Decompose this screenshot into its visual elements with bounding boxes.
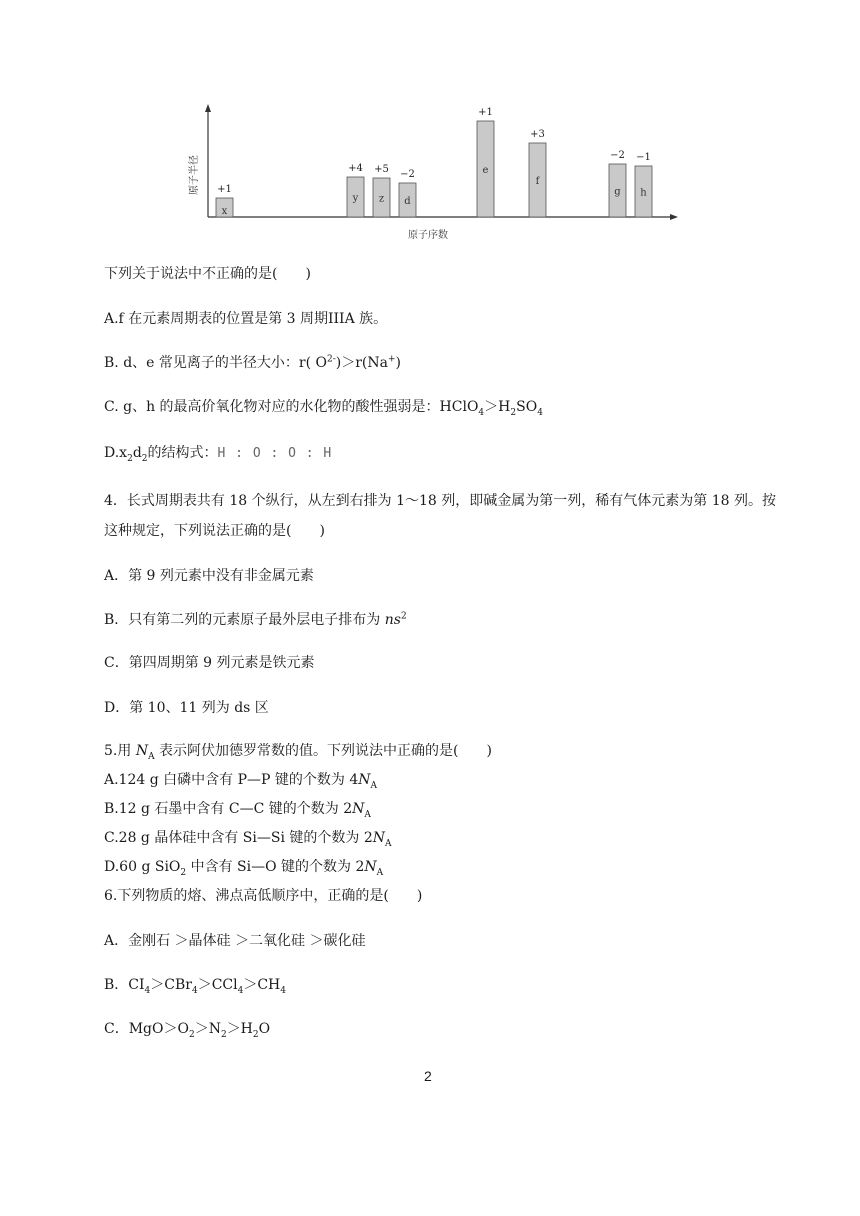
bar-label-h: h	[640, 187, 647, 199]
y-axis-arrow	[205, 104, 211, 112]
q5-option-c: C.28 g 晶体硅中含有 Si—Si 键的个数为 $2N_A$	[104, 830, 392, 849]
bar-group	[216, 107, 652, 217]
bar-label-e: e	[482, 165, 489, 176]
chart-axes	[205, 104, 678, 220]
bar-label-y: y	[352, 193, 359, 204]
bar-charge-g: −2	[610, 150, 625, 161]
bar-charge-e: +1	[478, 107, 493, 118]
q4-option-d: D．第 10、11 列为 ds 区	[104, 700, 269, 716]
page-number: 2	[424, 1068, 432, 1084]
q4-option-a: A．第 9 列元素中没有非金属元素	[104, 568, 314, 584]
bar-label-d: d	[404, 196, 411, 207]
bar-label-f: f	[535, 176, 540, 187]
x-axis-arrow	[670, 214, 678, 220]
q6-option-a: A．金刚石 ＞晶体硅 ＞二氧化硅 ＞碳化硅	[104, 933, 366, 949]
q3-option-a: A.f 在元素周期表的位置是第 3 周期IIIA 族。	[104, 311, 388, 327]
bar-charge-f: +3	[530, 129, 545, 140]
q3-option-b: B. d、e 常见离子的半径大小：r( $O^{2-})>r(Na^+)$	[104, 354, 401, 371]
atomic-radius-chart	[0, 0, 860, 250]
y-axis-label: 原子半径	[189, 155, 200, 195]
bar-label-g: g	[614, 186, 621, 198]
x-axis-label: 原子序数	[408, 230, 448, 241]
q6-stem: 6.下列物质的熔、沸点高低顺序中，正确的是( )	[104, 888, 423, 904]
q6-option-b: B．$CI_4>CBr_4>CCl_4>CH_4$	[104, 977, 286, 996]
q6-option-c: C．$MgO>O_2>N_2>H_2O$	[104, 1021, 271, 1040]
bar-label-z: z	[378, 193, 385, 205]
q3-option-c: C. g、h 的最高价氧化物对应的水化物的酸性强弱是：$HClO_4>H_2SO_4$	[104, 399, 543, 418]
bar-charge-h: −1	[636, 152, 651, 163]
q5-option-a: A.124 g 白磷中含有 P—P 键的个数为 $4N_A$	[104, 772, 377, 791]
q5-option-d: D.60 g SiO$_2$ 中含有 Si—O 键的个数为 $2N_A$	[104, 859, 384, 878]
q3-stem: 下列关于说法中不正确的是( )	[104, 266, 311, 282]
q4-stem: 4．长式周期表共有 18 个纵行，从左到右排为 1～18 列，即碱金属为第一列，稀有气体元素为第 18 列。按这种规定，下列说法正确的是( )	[104, 493, 776, 539]
bar-label-x: x	[221, 206, 228, 217]
q4-option-b: B．只有第二列的元素原子最外层电子排布为 $ns^2$	[104, 611, 407, 628]
structural-formula: H : O : O : H	[217, 446, 333, 461]
q5-option-b: B.12 g 石墨中含有 C—C 键的个数为 $2N_A$	[104, 801, 371, 820]
bar-charge-d: −2	[400, 169, 415, 180]
bar-charge-y: +4	[348, 163, 363, 174]
q3-option-d: $D.x_2d_2$的结构式：H : O : O : H	[104, 445, 333, 464]
bar-charge-x: +1	[217, 184, 232, 195]
q4-option-c: C．第四周期第 9 列元素是铁元素	[104, 655, 315, 671]
bar-charge-z: +5	[374, 164, 389, 175]
q5-stem: 5.用 $N_A$ 表示阿伏加德罗常数的值。下列说法中正确的是( )	[104, 743, 492, 762]
